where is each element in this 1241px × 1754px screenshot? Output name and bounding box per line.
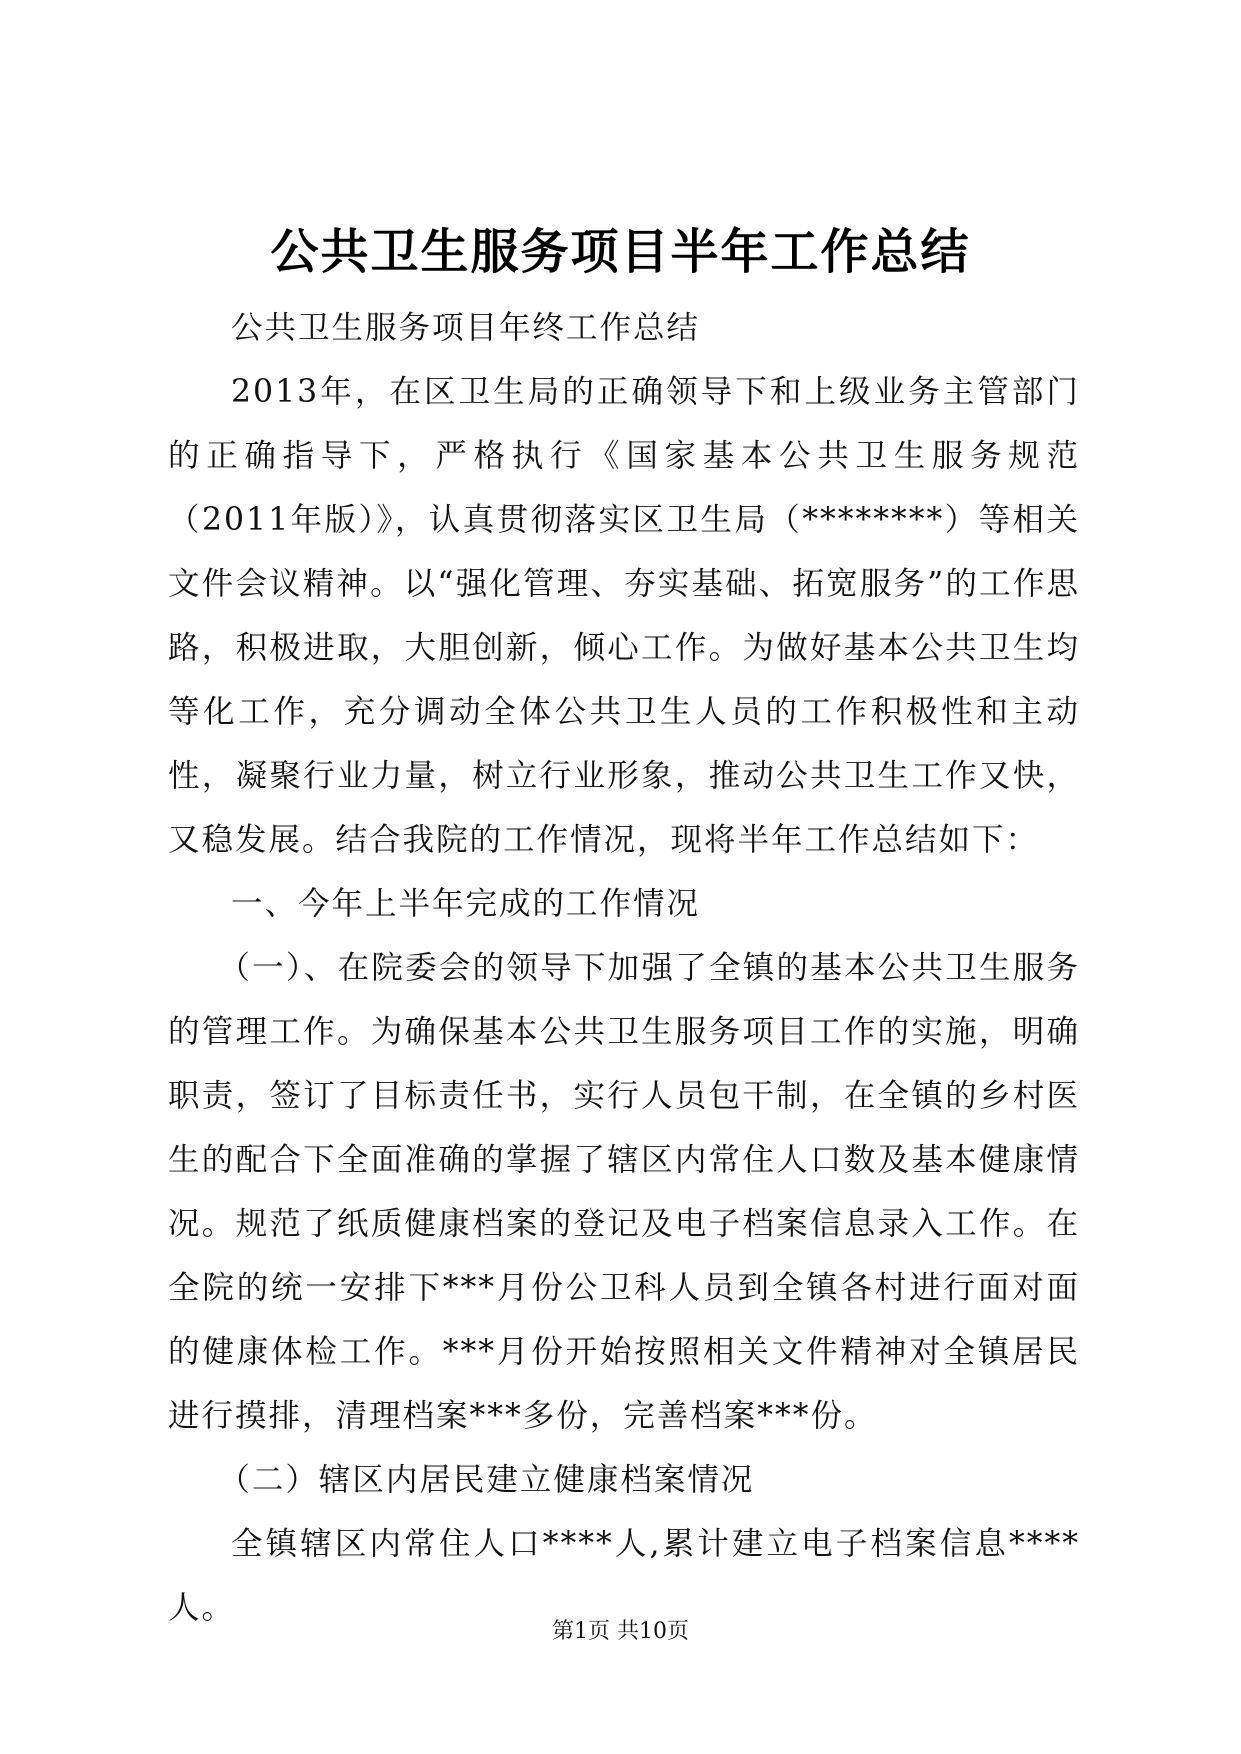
section-2-paragraph: 全镇辖区内常住人口****人,累计建立电子档案信息****人。 xyxy=(168,1526,1080,1626)
section-heading-1: 一、今年上半年完成的工作情况 xyxy=(231,886,701,922)
section-heading-2: （二）辖区内居民建立健康档案情况 xyxy=(218,1462,755,1498)
subtitle-paragraph: 公共卫生服务项目年终工作总结 xyxy=(231,310,701,346)
page-number-footer: 第1页 共10页 xyxy=(552,1619,689,1644)
document-title: 公共卫生服务项目半年工作总结 xyxy=(270,224,971,280)
intro-paragraph: 2013年，在区卫生局的正确领导下和上级业务主管部门的正确指导下，严格执行《国家基本公共卫生服务规范（2011年版）》，认真贯彻落实区卫生局（********）等相关文件会议精神。以“强化管理、夯实基础、拓宽服务”的工作思路，积极进取，大胆创新，倾心工作。为做好基本公共卫生均等化工作，充分调动全体公共卫生人员的工作积极性和主动性，凝聚行业力量，树立行业形象，推动公共卫生工作又快，又稳发展。结合我院的工作情况，现将半年工作总结如下： xyxy=(168,374,1080,858)
document-body xyxy=(168,296,1080,1640)
section-1-paragraph: （一）、在院委会的领导下加强了全镇的基本公共卫生服务的管理工作。为确保基本公共卫生服务项目工作的实施，明确职责，签订了目标责任书，实行人员包干制，在全镇的乡村医生的配合下全面准确的掌握了辖区内常住人口数及基本健康情况。规范了纸质健康档案的登记及电子档案信息录入工作。在全院的统一安排下***月份公卫科人员到全镇各村进行面对面的健康体检工作。***月份开始按照相关文件精神对全镇居民进行摸排，清理档案***多份，完善档案***份。 xyxy=(168,950,1080,1434)
